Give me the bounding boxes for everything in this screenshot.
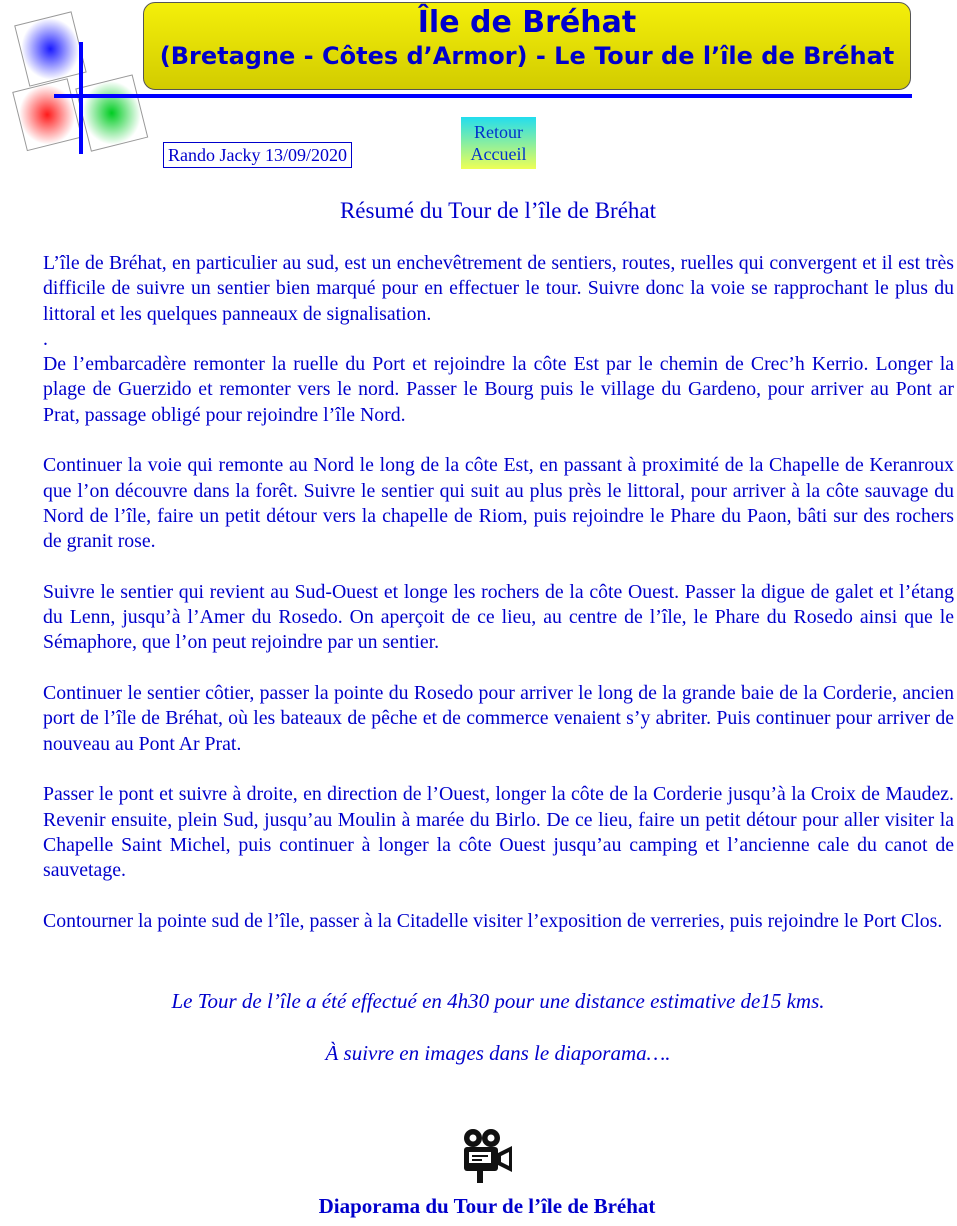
- diaporama-link[interactable]: Diaporama du Tour de l’île de Bréhat: [318, 1194, 656, 1218]
- author-date-label: Rando Jacky 13/09/2020: [163, 142, 352, 168]
- header-divider: [54, 94, 912, 98]
- summary-heading: Résumé du Tour de l’île de Bréhat: [339, 198, 657, 223]
- paragraph-east-coast: De l’embarcadère remonter la ruelle du Port et rejoindre la côte Est par le chemin de Crec’h Kerrio. Longer la plage de Guerzido et remonter vers le nord. Passer le Bourg puis le village du Gardeno, pour arriver au Pont ar Prat, passage obligé pour rejoindre l’île Nord.: [43, 353, 954, 426]
- paragraph-west: Passer le pont et suivre à droite, en direction de l’Ouest, longer la côte de la Corderie jusqu’à la Croix de Maudez. Revenir ensuite, plein Sud, jusqu’au Moulin à marée du Birlo. De ce lieu, faire un petit détour pour aller visiter la Chapelle Saint Michel, puis continuer à longer la côte Ouest jusqu’au camping et l’ancienne cale du canot de sauvetage.: [43, 783, 954, 882]
- page-title: Île de Bréhat: [417, 5, 637, 40]
- paragraph-corderie: Continuer le sentier côtier, passer la pointe du Rosedo pour arriver le long de la grande baie de la Corderie, ancien port de l’île de Bréhat, où les bateaux de pêche et de commerce venaient s’y abriter. Puis continuer pour arriver de nouveau au Pont Ar Prat.: [43, 682, 954, 755]
- title-banner: [143, 2, 911, 90]
- slideshow-note: À suivre en images dans le diaporama….: [325, 1041, 671, 1065]
- distance-note: Le Tour de l’île a été effectué en 4h30 pour une distance estimative de15 kms.: [171, 989, 825, 1013]
- home-button-line-2: Accueil: [470, 144, 527, 164]
- home-button[interactable]: [461, 117, 536, 169]
- paragraph-north: Continuer la voie qui remonte au Nord le long de la côte Est, en passant à proximité de la Chapelle de Keranroux que l’on découvre dans la forêt. Suivre le sentier qui suit au plus près le littoral, pour arriver à la côte sauvage du Nord de l’île, faire un petit détour vers la chapelle de Riom, puis rejoindre le Phare du Paon, bâti sur des rochers de granit rose.: [43, 454, 954, 553]
- site-logo: [10, 4, 150, 174]
- paragraph-dot: .: [43, 327, 48, 350]
- paragraph-intro: L’île de Bréhat, en particulier au sud, est un enchevêtrement de sentiers, routes, ruelles qui convergent et il est très difficile de suivre un sentier bien marqué pour en effectuer le tour. Suivre donc la voie se rapprochant le plus du littoral et les quelques panneaux de signalisation.: [43, 252, 954, 325]
- movie-camera-icon[interactable]: [460, 1127, 514, 1185]
- paragraph-south: Contourner la pointe sud de l’île, passer à la Citadelle visiter l’exposition de verreries, puis rejoindre le Port Clos.: [43, 909, 943, 932]
- paragraph-south-west: Suivre le sentier qui revient au Sud-Ouest et longe les rochers de la côte Ouest. Passer la digue de galet et l’étang du Lenn, jusqu’à l’Amer du Rosedo. On aperçoit de ce lieu, au centre de l’île, le Phare du Rosedo ainsi que le Sémaphore, que l’on peut rejoindre par un sentier.: [43, 580, 954, 654]
- page-subtitle: (Bretagne - Côtes d’Armor) - Le Tour de l’île de Bréhat: [159, 42, 895, 70]
- summary-body: [43, 251, 954, 959]
- home-button-line-1: Retour: [474, 122, 523, 142]
